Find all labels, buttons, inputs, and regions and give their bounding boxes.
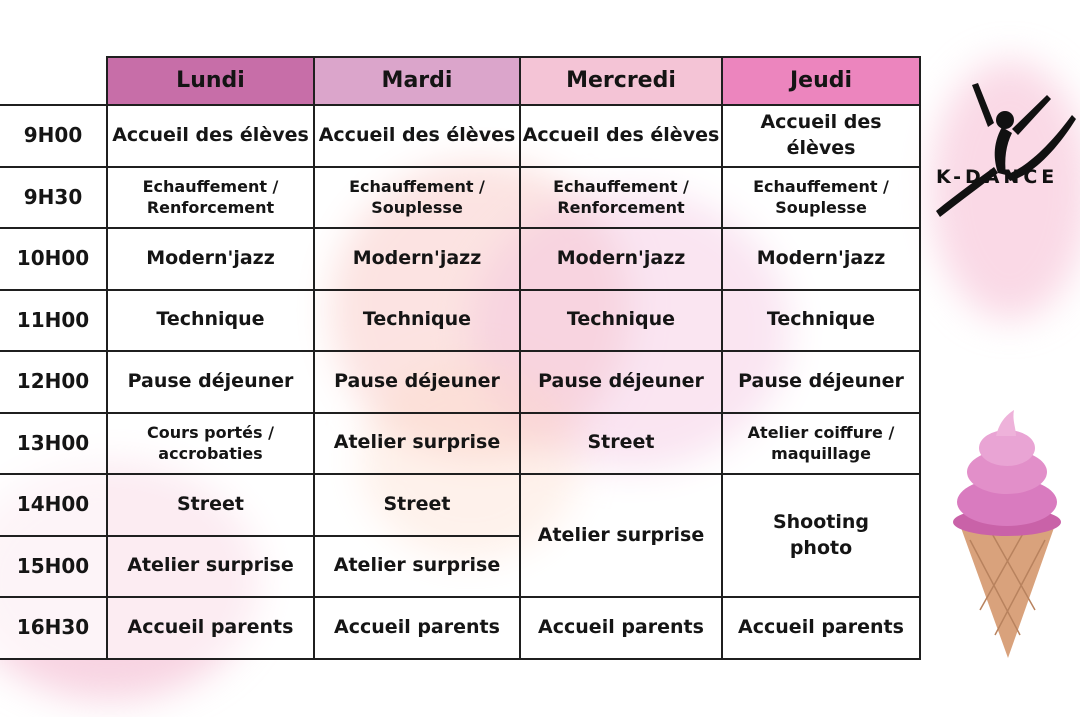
activity-cell: Atelier surprise [315,537,521,599]
dancer-silhouette-icon [932,75,1077,225]
schedule-table [0,56,922,660]
activity-cell: Echauffement / Renforcement [521,168,723,230]
time-label: 12H00 [0,352,108,414]
activity-cell: Cours portés / accrobaties [108,414,315,476]
activity-cell: Echauffement / Souplesse [723,168,921,230]
activity-cell: Modern'jazz [723,229,921,291]
activity-cell: Accueil parents [521,598,723,660]
ice-cream-icon [950,410,1065,665]
activity-cell: Atelier coiffure / maquillage [723,414,921,476]
time-label: 16H30 [0,598,108,660]
time-label: 11H00 [0,291,108,353]
activity-cell: Technique [723,291,921,353]
activity-cell-merged: Shooting photo [723,475,921,598]
corner-cell [0,56,108,106]
time-label: 14H00 [0,475,108,537]
time-label: 9H00 [0,106,108,168]
day-header: Mercredi [521,56,723,106]
activity-cell: Street [315,475,521,537]
activity-cell: Technique [108,291,315,353]
activity-cell: Atelier surprise [108,537,315,599]
logo-text: K-DANCE [936,166,1059,188]
activity-cell: Accueil des élèves [108,106,315,168]
activity-cell: Modern'jazz [521,229,723,291]
activity-cell: Technique [315,291,521,353]
activity-cell: Street [108,475,315,537]
activity-cell: Pause déjeuner [723,352,921,414]
activity-cell: Modern'jazz [315,229,521,291]
activity-cell: Accueil parents [723,598,921,660]
activity-cell: Atelier surprise [315,414,521,476]
time-label: 9H30 [0,168,108,230]
activity-cell: Technique [521,291,723,353]
day-header: Mardi [315,56,521,106]
activity-cell: Accueil parents [315,598,521,660]
activity-cell: Accueil des élèves [723,106,921,168]
activity-cell-merged: Atelier surprise [521,475,723,598]
activity-cell: Pause déjeuner [315,352,521,414]
time-label: 10H00 [0,229,108,291]
activity-cell: Echauffement / Renforcement [108,168,315,230]
activity-cell: Street [521,414,723,476]
activity-cell: Echauffement / Souplesse [315,168,521,230]
activity-cell: Pause déjeuner [108,352,315,414]
day-header: Jeudi [723,56,921,106]
activity-cell: Pause déjeuner [521,352,723,414]
time-label: 13H00 [0,414,108,476]
activity-cell: Accueil des élèves [315,106,521,168]
activity-cell: Accueil des élèves [521,106,723,168]
day-header: Lundi [108,56,315,106]
time-label: 15H00 [0,537,108,599]
activity-cell: Modern'jazz [108,229,315,291]
activity-cell: Accueil parents [108,598,315,660]
